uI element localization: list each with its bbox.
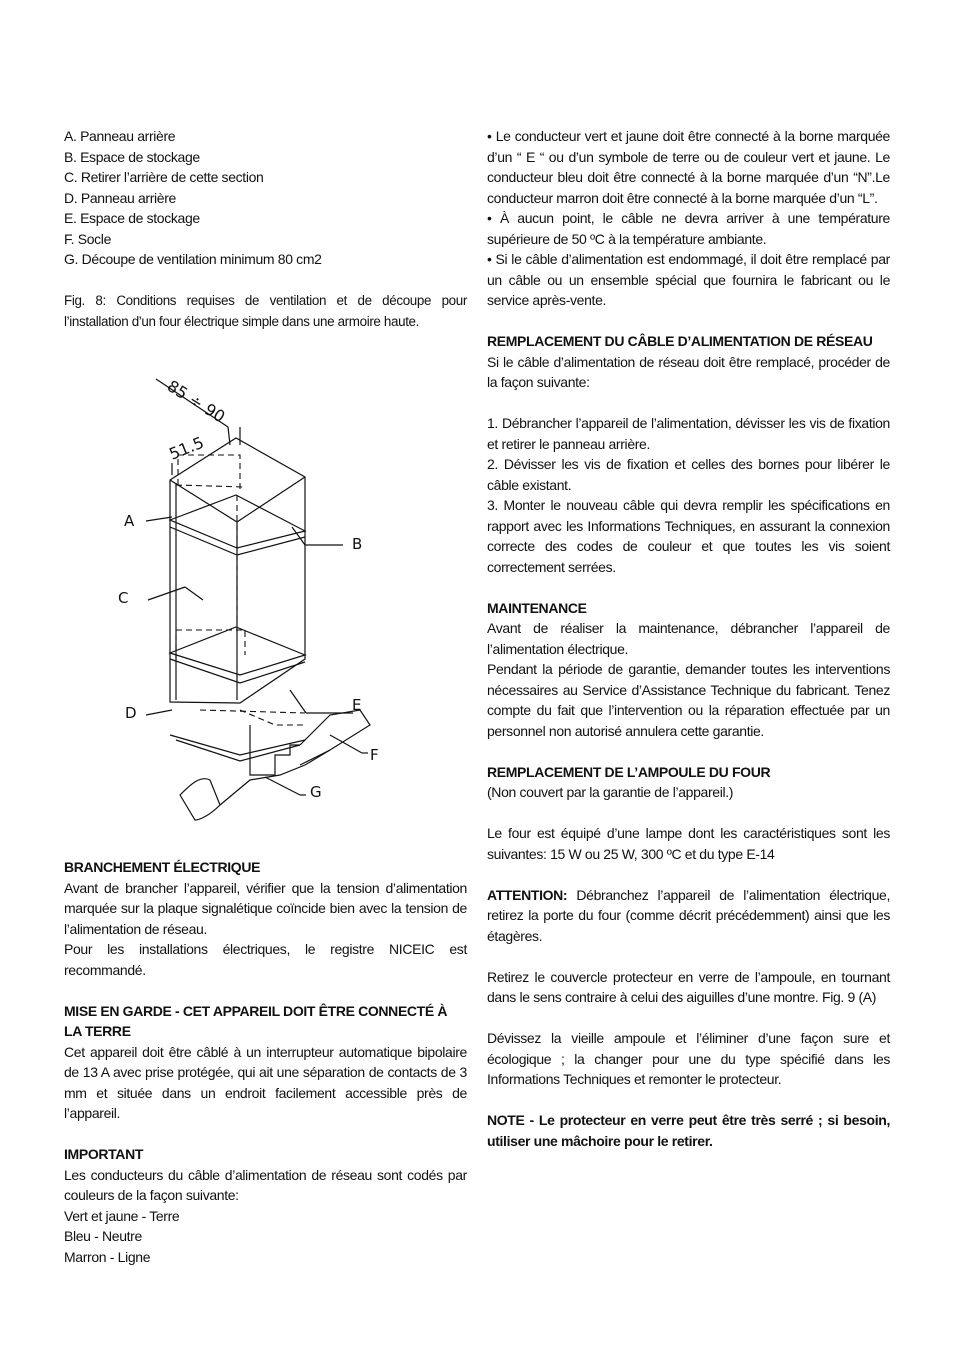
- attention-label: ATTENTION:: [487, 886, 568, 903]
- ampoule-text-2: Retirez le couvercle protecteur en verre de l’ampoule, en tournant dans le sens contraire à celui des aiguilles d’une montre. Fig. 9 (A): [487, 968, 890, 1005]
- remplacement-cable-heading: REMPLACEMENT DU CÂBLE D’ALIMENTATION DE RÉSEAU: [487, 333, 873, 349]
- legend-item-d: D. Panneau arrière: [64, 189, 176, 206]
- bullet-conductor: • Le conducteur vert et jaune doit être connecté à la borne marquée d’un “ E “ ou d’un symbole de terre ou de couleur vert et jaune. Le conducteur bleu doit être connecté à la borne marquée d’un “N”.Le conducteur marron doit être connecté à la borne marquée d’un “L”.: [487, 128, 890, 206]
- conductor-earth: Vert et jaune - Terre: [64, 1207, 180, 1224]
- cabinet-drawing: [100, 365, 430, 835]
- conductor-neutral: Bleu - Neutre: [64, 1228, 142, 1244]
- attention-text: Débranchez l’appareil de l’alimentation électrique, retirez la porte du four (comme décrit précédemment) ainsi que les étagères.: [487, 886, 890, 944]
- legend-item-e: E. Espace de stockage: [64, 210, 200, 226]
- label-d: D: [125, 704, 137, 722]
- maintenance-text-1: Avant de réaliser la maintenance, débrancher l’appareil de l’alimentation électrique.: [487, 620, 890, 657]
- legend-item-g: G. Découpe de ventilation minimum 80 cm2: [64, 251, 322, 267]
- ampoule-subtitle: (Non couvert par la garantie de l’appareil.): [487, 784, 734, 800]
- maintenance-heading: MAINTENANCE: [487, 599, 587, 616]
- legend-item-c: C. Retirer l’arrière de cette section: [64, 169, 264, 185]
- branchement-heading: BRANCHEMENT ÉLECTRIQUE: [64, 859, 261, 875]
- branchement-text-1: Avant de brancher l’appareil, vérifier que la tension d’alimentation marquée sur la plaque signalétique coïncide bien avec la tension de l’alimentation de réseau.: [64, 879, 467, 937]
- label-f: F: [370, 746, 379, 764]
- label-b: B: [352, 535, 363, 553]
- ampoule-text-3: Dévissez la vieille ampoule et l’éliminer d’une façon sure et écologique ; la changer pour une du type spécifié dans les Informations Techniques et remonter le protecteur.: [487, 1030, 890, 1087]
- mise-en-garde-text: Cet appareil doit être câblé à un interrupteur automatique bipolaire de 13 A avec prise protégée, qui ait une séparation de contacts de 3 mm et située dans un endroit facilement accessible près de l’appareil.: [64, 1043, 467, 1121]
- cabinet-diagram: [100, 365, 430, 835]
- left-column-lower: [64, 857, 467, 1267]
- right-column: [487, 126, 890, 1151]
- important-text: Les conducteurs du câble d’alimentation de réseau sont codés par couleurs de la façon suivante:: [64, 1166, 467, 1203]
- dim-top-text: 85 ÷ 90: [163, 376, 229, 427]
- attention-paragraph: [487, 885, 890, 947]
- figure-caption: Fig. 8: Conditions requises de ventilation et de découpe pour l’installation d’un four électrique simple dans une armoire haute.: [64, 293, 467, 329]
- ampoule-heading: REMPLACEMENT DE L’AMPOULE DU FOUR: [487, 763, 771, 780]
- label-g: G: [310, 783, 322, 801]
- conductor-line: Marron - Ligne: [64, 1248, 151, 1265]
- label-c: C: [118, 589, 129, 607]
- step-2: 2. Dévisser les vis de fixation et celles des bornes pour libérer le câble existant.: [487, 456, 890, 493]
- figure-legend: [64, 126, 467, 270]
- maintenance-text-2: Pendant la période de garantie, demander toutes les interventions nécessaires au Service d’Assistance Technique du fabricant. Tenez compte du fait que l’intervention ou la réparation effectuée par un personnel non autorisé annulera cette garantie.: [487, 661, 890, 739]
- left-column: [64, 126, 467, 332]
- label-e: E: [352, 696, 362, 714]
- important-heading: IMPORTANT: [64, 1146, 144, 1162]
- step-3: 3. Monter le nouveau câble qui devra remplir les spécifications en rapport avec les Informations Techniques, en assurant la connexion correcte des codes de couleur et que toutes les vis soient correctement serrées.: [487, 497, 890, 575]
- legend-item-f: F. Socle: [64, 230, 111, 247]
- remplacement-cable-intro: Si le câble d’alimentation de réseau doit être remplacé, procéder de la façon suivante:: [487, 353, 890, 390]
- step-1: 1. Débrancher l’appareil de l’alimentation, dévisser les vis de fixation et retirer le panneau arrière.: [487, 415, 890, 452]
- bullet-temperature: • À aucun point, le câble ne devra arriver à une température supérieure de 50 ºC à la température ambiante.: [487, 210, 890, 247]
- mise-en-garde-heading: MISE EN GARDE - CET APPAREIL DOIT ÊTRE CONNECTÉ À LA TERRE: [64, 1002, 448, 1039]
- note-text: NOTE - Le protecteur en verre peut être très serré ; si besoin, utiliser une mâchoire pour le retirer.: [487, 1112, 890, 1149]
- legend-item-a: A. Panneau arrière: [64, 128, 176, 144]
- ampoule-text-1: Le four est équipé d’une lampe dont les caractéristiques sont les suivantes: 15 W ou 25 W, 300 ºC et du type E-14: [487, 825, 890, 862]
- dim-depth-text: 51.5: [166, 432, 207, 464]
- branchement-text-2: Pour les installations électriques, le registre NICEIC est recommandé.: [64, 941, 467, 978]
- legend-item-b: B. Espace de stockage: [64, 148, 200, 165]
- bullet-damaged-cable: • Si le câble d’alimentation est endommagé, il doit être remplacé par un câble ou un ensemble spécial que fournira le fabricant ou le service après-vente.: [487, 251, 890, 308]
- label-a: A: [124, 512, 135, 530]
